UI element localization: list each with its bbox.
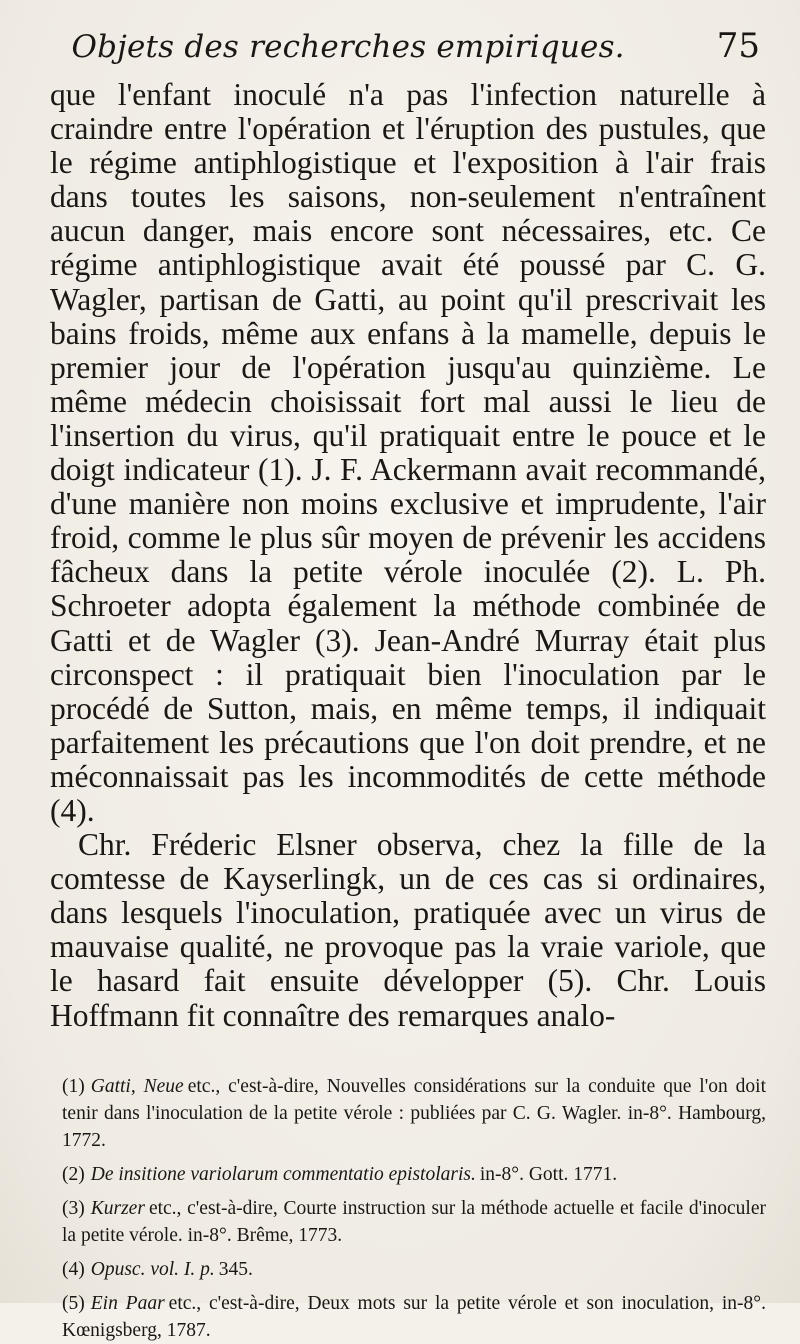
footnote-text: 345.	[218, 1258, 253, 1280]
footnote-text: etc., c'est-à-dire, Courte instruction sur la méthode actuelle et facile d'inoculer la petite vérole. in-8°. Brême, 1773.	[62, 1197, 766, 1246]
footnote	[62, 1256, 766, 1283]
footnote	[62, 1290, 766, 1344]
footnote-ref: (5)	[62, 1292, 85, 1314]
footnote-source: Opusc. vol. I. p.	[90, 1258, 215, 1280]
body-paragraph: Chr. Fréderic Elsner observa, chez la fille de la comtesse de Kayserlingk, un de ces cas si ordinaires, dans lesquels l'inoculation, pratiquée avec un virus de mauvaise qualité, ne provoque pas la vraie variole, que le hasard fait ensuite développer (5). Chr. Louis Hoffmann fit connaître des remarques analo-	[50, 827, 766, 1033]
footnote	[62, 1195, 766, 1249]
running-head	[50, 26, 766, 78]
body-text	[50, 78, 766, 1033]
page-number: 75	[716, 26, 760, 66]
footnote-ref: (2)	[62, 1163, 85, 1185]
footnote-ref: (4)	[62, 1258, 85, 1280]
footnote-separator	[50, 1033, 766, 1073]
footnote-ref: (1)	[62, 1075, 85, 1097]
footnote-source: Kurzer	[90, 1197, 145, 1219]
body-paragraph: que l'enfant inoculé n'a pas l'infection naturelle à craindre entre l'opération et l'éruption des pustules, que le régime antiphlogistique et l'exposition à l'air frais dans toutes les saisons, non-seulement n'entraînent aucun danger, mais encore sont nécessaires, etc. Ce régime antiphlogistique avait été poussé par C. G. Wagler, partisan de Gatti, au point qu'il prescrivait les bains froids, même aux enfans à la mamelle, depuis le premier jour de l'opération jusqu'au quinzième. Le même médecin choisissait fort mal aussi le lieu de l'insertion du virus, qu'il pratiquait entre le pouce et le doigt indicateur (1). J. F. Ackermann avait recommandé, d'une manière non moins exclusive et imprudente, l'air froid, comme le plus sûr moyen de prévenir les accidens fâcheux dans la petite vérole inoculée (2). L. Ph. Schroeter adopta également la méthode combinée de Gatti et de Wagler (3). Jean-André Murray était plus circonspect : il pratiquait bien l'inoculation par le procédé de Sutton, mais, en même temps, il indiquait parfaitement les précautions que l'on doit prendre, et ne méconnaissait pas les incommodités de cette méthode (4).	[50, 77, 766, 828]
footnote-source: Ein Paar	[90, 1292, 165, 1314]
footnote	[62, 1073, 766, 1154]
running-title: Objets des recherches empiriques.	[71, 29, 625, 65]
footnote-text: etc., c'est-à-dire, Nouvelles considérations sur la conduite que l'on doit tenir dans l'inoculation de la petite vérole : publiées par C. G. Wagler. in-8°. Hambourg, 1772.	[62, 1075, 766, 1151]
footnote-source: De insitione variolarum commentatio epistolaris.	[90, 1163, 476, 1185]
footnote-ref: (3)	[62, 1197, 85, 1219]
footnote-source: Gatti, Neue	[90, 1075, 184, 1097]
footnote	[62, 1161, 766, 1188]
footnote-text: etc., c'est-à-dire, Deux mots sur la petite vérole et son inoculation, in-8°. Kœnigsberg, 1787.	[62, 1292, 766, 1341]
footnote-text: in-8°. Gott. 1771.	[479, 1163, 618, 1185]
